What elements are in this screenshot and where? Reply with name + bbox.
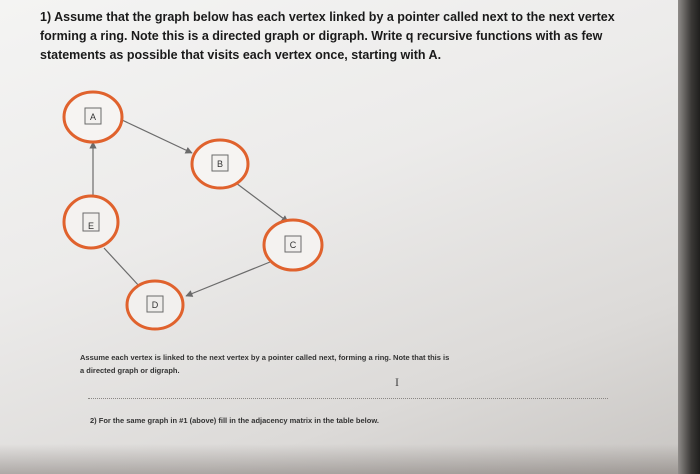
question-1-keyword: next bbox=[482, 10, 508, 24]
caption-keyword: next, bbox=[318, 353, 337, 362]
question-1-text-a: 1) Assume that the graph below has each vertex linked by a pointer called bbox=[40, 10, 483, 24]
node-c-label: C bbox=[289, 240, 297, 250]
caption-line-1: Assume each vertex is linked to the next vertex by a pointer called next, forming a ring. Note that this is bbox=[80, 353, 450, 362]
edge-d-to-e bbox=[104, 248, 140, 287]
divider bbox=[88, 398, 608, 399]
photo-shadow bbox=[0, 444, 700, 474]
node-d-label: D bbox=[151, 300, 159, 310]
node-b bbox=[192, 140, 248, 188]
node-b-label: B bbox=[216, 159, 224, 169]
text-cursor-icon: I bbox=[395, 375, 399, 389]
question-1-text-b: to the next vertex forming a ring. Note this is a directed graph or digraph. Write q recursive functions with as few statements as possible that visits each vertex once, starting with A. bbox=[40, 10, 615, 62]
edge-c-to-d bbox=[186, 262, 270, 296]
node-a bbox=[64, 92, 122, 142]
node-a-label: A bbox=[89, 112, 97, 122]
node-d bbox=[127, 281, 183, 329]
edge-a-to-b bbox=[122, 120, 192, 153]
graph-caption bbox=[80, 351, 620, 377]
node-e bbox=[64, 196, 118, 248]
node-e-label: E bbox=[87, 221, 95, 231]
edges bbox=[93, 120, 288, 296]
monitor-bezel bbox=[678, 0, 700, 474]
node-c bbox=[264, 220, 322, 270]
caption-line-2: a directed graph or digraph. bbox=[80, 366, 180, 375]
edge-b-to-c bbox=[232, 180, 288, 222]
question-2: 2) For the same graph in #1 (above) fill in the adjacency matrix in the table below. bbox=[90, 416, 379, 425]
